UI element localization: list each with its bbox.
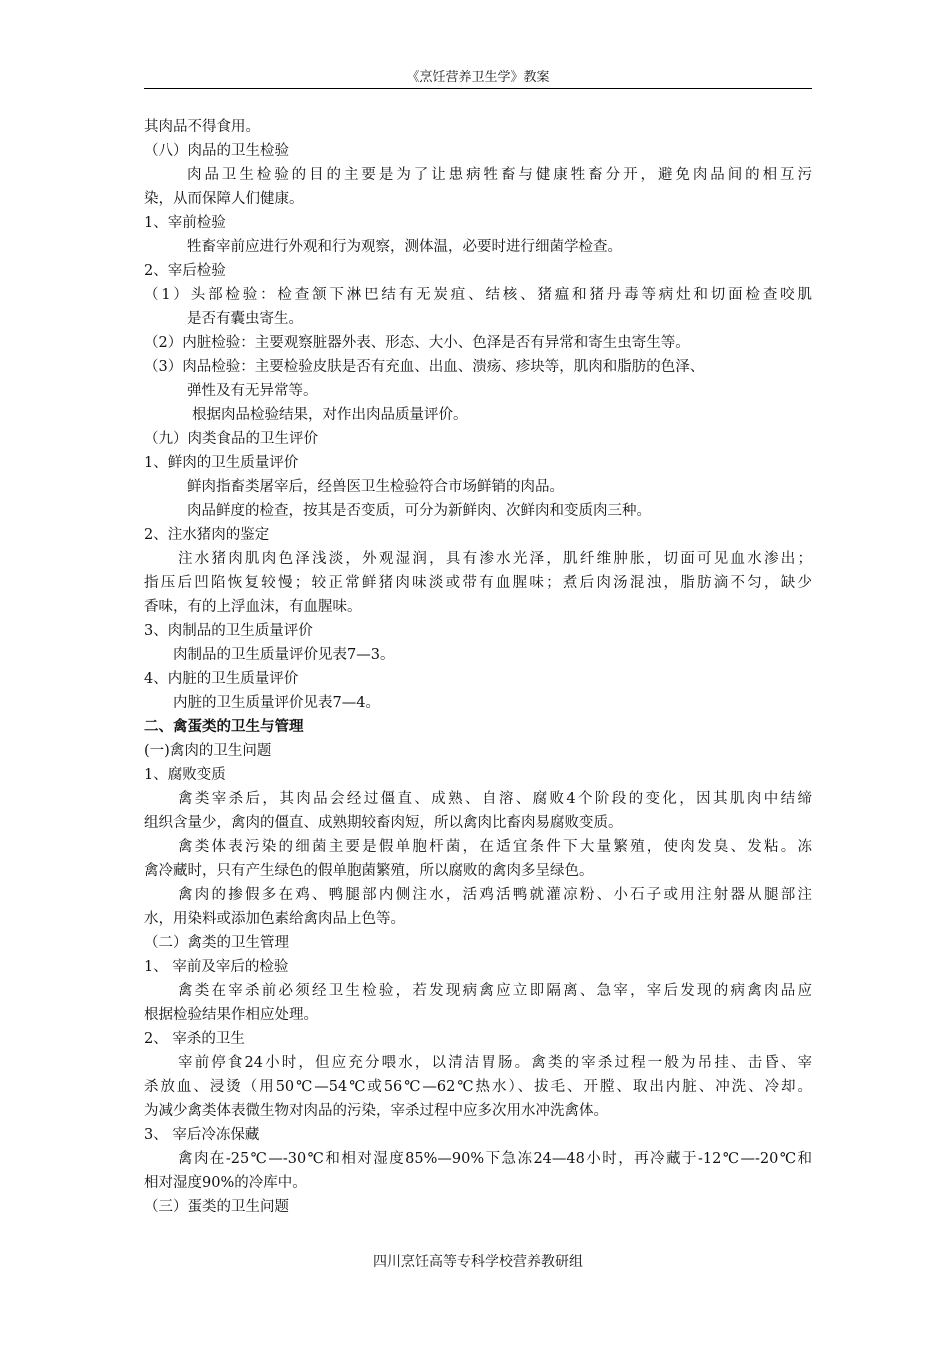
section-heading: （三）蛋类的卫生问题 <box>144 1199 289 1215</box>
document-body <box>144 115 812 1219</box>
text-line: （2）内脏检验：主要观察脏器外表、形态、大小、色泽是否有异常和寄生虫寄生等。 <box>144 335 690 351</box>
text-line: 杀放血、浸烫（用50℃—54℃或56℃—62℃热水）、拔毛、开膛、取出内脏、冲洗、冷却。 <box>144 1079 812 1095</box>
text-line: 弹性及有无异常等。 <box>187 383 318 399</box>
text-line: 其肉品不得食用。 <box>144 119 260 135</box>
page-header-title: 《烹饪营养卫生学》教案 <box>406 70 550 85</box>
text-line: 注水猪肉肌肉色泽浅淡，外观湿润，具有渗水光泽，肌纤维肿胀，切面可见血水渗出； <box>178 551 812 567</box>
subsection-heading: 2、 宰杀的卫生 <box>144 1031 245 1047</box>
text-line: 禽类在宰杀前必须经卫生检验，若发现病禽应立即隔离、急宰，宰后发现的病禽肉品应 <box>178 983 812 999</box>
page-footer-text: 四川烹饪高等专科学校营养教研组 <box>373 1254 583 1270</box>
text-line: 禽类体表污染的细菌主要是假单胞杆菌，在适宜条件下大量繁殖，使肉发臭、发粘。冻 <box>178 839 812 855</box>
text-line: 禽肉的掺假多在鸡、鸭腿部内侧注水，活鸡活鸭就灌凉粉、小石子或用注射器从腿部注 <box>178 887 812 903</box>
text-line: 宰前停食24小时，但应充分喂水，以清洁胃肠。禽类的宰杀过程一般为吊挂、击昏、宰 <box>178 1055 812 1071</box>
subsection-heading: 2、宰后检验 <box>144 263 226 279</box>
text-line: 肉品卫生检验的目的主要是为了让患病牲畜与健康牲畜分开，避免肉品间的相互污 <box>187 167 812 183</box>
text-line: 肉品鲜度的检查，按其是否变质，可分为新鲜肉、次鲜肉和变质肉三种。 <box>187 503 651 519</box>
text-line: 禽类宰杀后，其肉品会经过僵直、成熟、自溶、腐败4个阶段的变化，因其肌肉中结缔 <box>178 791 812 807</box>
text-line: （1）头部检验：检查颔下淋巴结有无炭疽、结核、猪瘟和猪丹毒等病灶和切面检查咬肌 <box>144 287 812 303</box>
text-line: 内脏的卫生质量评价见表7—4。 <box>173 695 380 711</box>
section-heading: （八）肉品的卫生检验 <box>144 143 289 159</box>
chapter-heading: 二、禽蛋类的卫生与管理 <box>144 718 304 735</box>
section-heading: （九）肉类食品的卫生评价 <box>144 431 318 447</box>
text-line: （3）肉品检验：主要检验皮肤是否有充血、出血、溃疡、疹块等，肌肉和脂肪的色泽、 <box>144 359 705 375</box>
subsection-heading: 2、注水猪肉的鉴定 <box>144 527 270 543</box>
text-line: 禽冷藏时，只有产生绿色的假单胞菌繁殖，所以腐败的禽肉多呈绿色。 <box>144 863 594 879</box>
subsection-heading: 1、宰前检验 <box>144 215 226 231</box>
subsection-heading: 1、 宰前及宰后的检验 <box>144 959 289 975</box>
text-line: 鲜肉指畜类屠宰后，经兽医卫生检验符合市场鲜销的肉品。 <box>187 479 564 495</box>
text-line: 香味，有的上浮血沫，有血腥味。 <box>144 599 362 615</box>
subsection-heading: 1、鲜肉的卫生质量评价 <box>144 455 299 471</box>
text-line: 根据肉品检验结果，对作出肉品质量评价。 <box>192 407 468 423</box>
text-line: 肉制品的卫生质量评价见表7—3。 <box>173 647 395 663</box>
text-line: 为减少禽类体表微生物对肉品的污染，宰杀过程中应多次用水冲洗禽体。 <box>144 1103 608 1119</box>
text-line: 水，用染料或添加色素给禽肉品上色等。 <box>144 911 405 927</box>
text-line: 是否有囊虫寄生。 <box>187 311 303 327</box>
subsection-heading: 3、肉制品的卫生质量评价 <box>144 623 313 639</box>
header-divider <box>144 88 812 89</box>
text-line: 禽肉在-25℃—-30℃和相对湿度85%—90%下急冻24—48小时，再冷藏于-12℃—-20℃和 <box>178 1151 812 1167</box>
section-heading: (一)禽肉的卫生问题 <box>144 743 272 759</box>
text-line: 组织含量少，禽肉的僵直、成熟期较畜肉短，所以禽肉比畜肉易腐败变质。 <box>144 815 623 831</box>
text-line: 牲畜宰前应进行外观和行为观察，测体温，必要时进行细菌学检查。 <box>187 239 622 255</box>
subsection-heading: 4、内脏的卫生质量评价 <box>144 671 299 687</box>
text-line: 染，从而保障人们健康。 <box>144 191 304 207</box>
text-line: 相对湿度90%的冷库中。 <box>144 1175 307 1191</box>
section-heading: （二）禽类的卫生管理 <box>144 935 289 951</box>
subsection-heading: 3、 宰后冷冻保藏 <box>144 1127 260 1143</box>
subsection-heading: 1、腐败变质 <box>144 767 226 783</box>
text-line: 指压后凹陷恢复较慢；较正常鲜猪肉味淡或带有血腥味；煮后肉汤混浊，脂肪滴不匀，缺少 <box>144 575 812 591</box>
text-line: 根据检验结果作相应处理。 <box>144 1007 318 1023</box>
